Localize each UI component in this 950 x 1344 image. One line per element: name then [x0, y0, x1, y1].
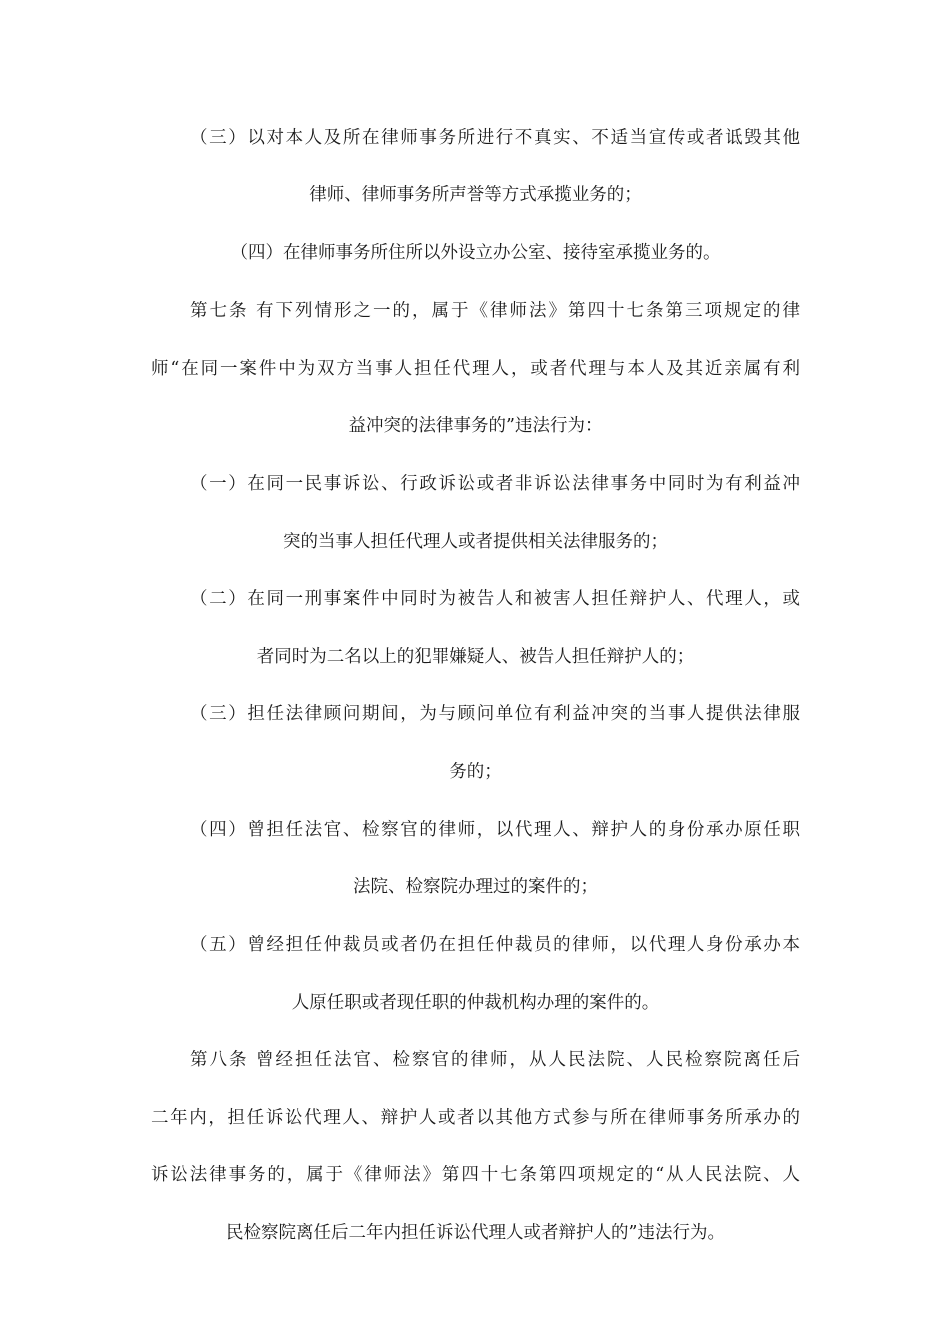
- article-7-line-3: 益冲突的法律事务的”违法行为：: [348, 416, 603, 436]
- article-7-line-2: 师“在同一案件中为双方当事人担任代理人，或者代理与本人及其近亲属有利: [151, 359, 800, 379]
- article-7-item-2-line-1: （二）在同一刑事案件中同时为被告人和被害人担任辩护人、代理人，或: [190, 589, 800, 609]
- article-7-line-1: 第七条 有下列情形之一的，属于《律师法》第四十七条第三项规定的律: [190, 301, 800, 321]
- article-8-line-2: 二年内，担任诉讼代理人、辩护人或者以其他方式参与所在律师事务所承办的: [151, 1108, 800, 1128]
- paragraph-item-4-line-1: （四）在律师事务所住所以外设立办公室、接待室承揽业务的。: [230, 243, 721, 263]
- article-8-line-3: 诉讼法律事务的，属于《律师法》第四十七条第四项规定的“从人民法院、人: [151, 1165, 800, 1185]
- article-8-line-1: 第八条 曾经担任法官、检察官的律师，从人民法院、人民检察院离任后: [190, 1050, 800, 1070]
- paragraph-item-3-line-2: 律师、律师事务所声誉等方式承揽业务的；: [309, 185, 642, 205]
- article-7-item-2-line-2: 者同时为二名以上的犯罪嫌疑人、被告人担任辩护人的；: [256, 647, 695, 667]
- article-7-item-4-line-2: 法院、检察院办理过的案件的；: [353, 877, 598, 897]
- article-7-item-5-line-2: 人原任职或者现任职的仲裁机构办理的案件的。: [291, 993, 660, 1013]
- article-7-item-3-line-1: （三）担任法律顾问期间，为与顾问单位有利益冲突的当事人提供法律服: [190, 704, 800, 724]
- article-7-item-3-line-2: 务的；: [449, 762, 502, 782]
- article-8-line-4: 民检察院离任后二年内担任诉讼代理人或者辩护人的”违法行为。: [226, 1223, 725, 1243]
- article-7-item-4-line-1: （四）曾担任法官、检察官的律师，以代理人、辩护人的身份承办原任职: [190, 820, 800, 840]
- article-7-item-5-line-1: （五）曾经担任仲裁员或者仍在担任仲裁员的律师，以代理人身份承办本: [190, 935, 800, 955]
- article-7-item-1-line-2: 突的当事人担任代理人或者提供相关法律服务的；: [283, 532, 668, 552]
- paragraph-item-3-line-1: （三）以对本人及所在律师事务所进行不真实、不适当宣传或者诋毁其他: [190, 128, 800, 148]
- article-7-item-1-line-1: （一）在同一民事诉讼、行政诉讼或者非诉讼法律事务中同时为有利益冲: [190, 474, 800, 494]
